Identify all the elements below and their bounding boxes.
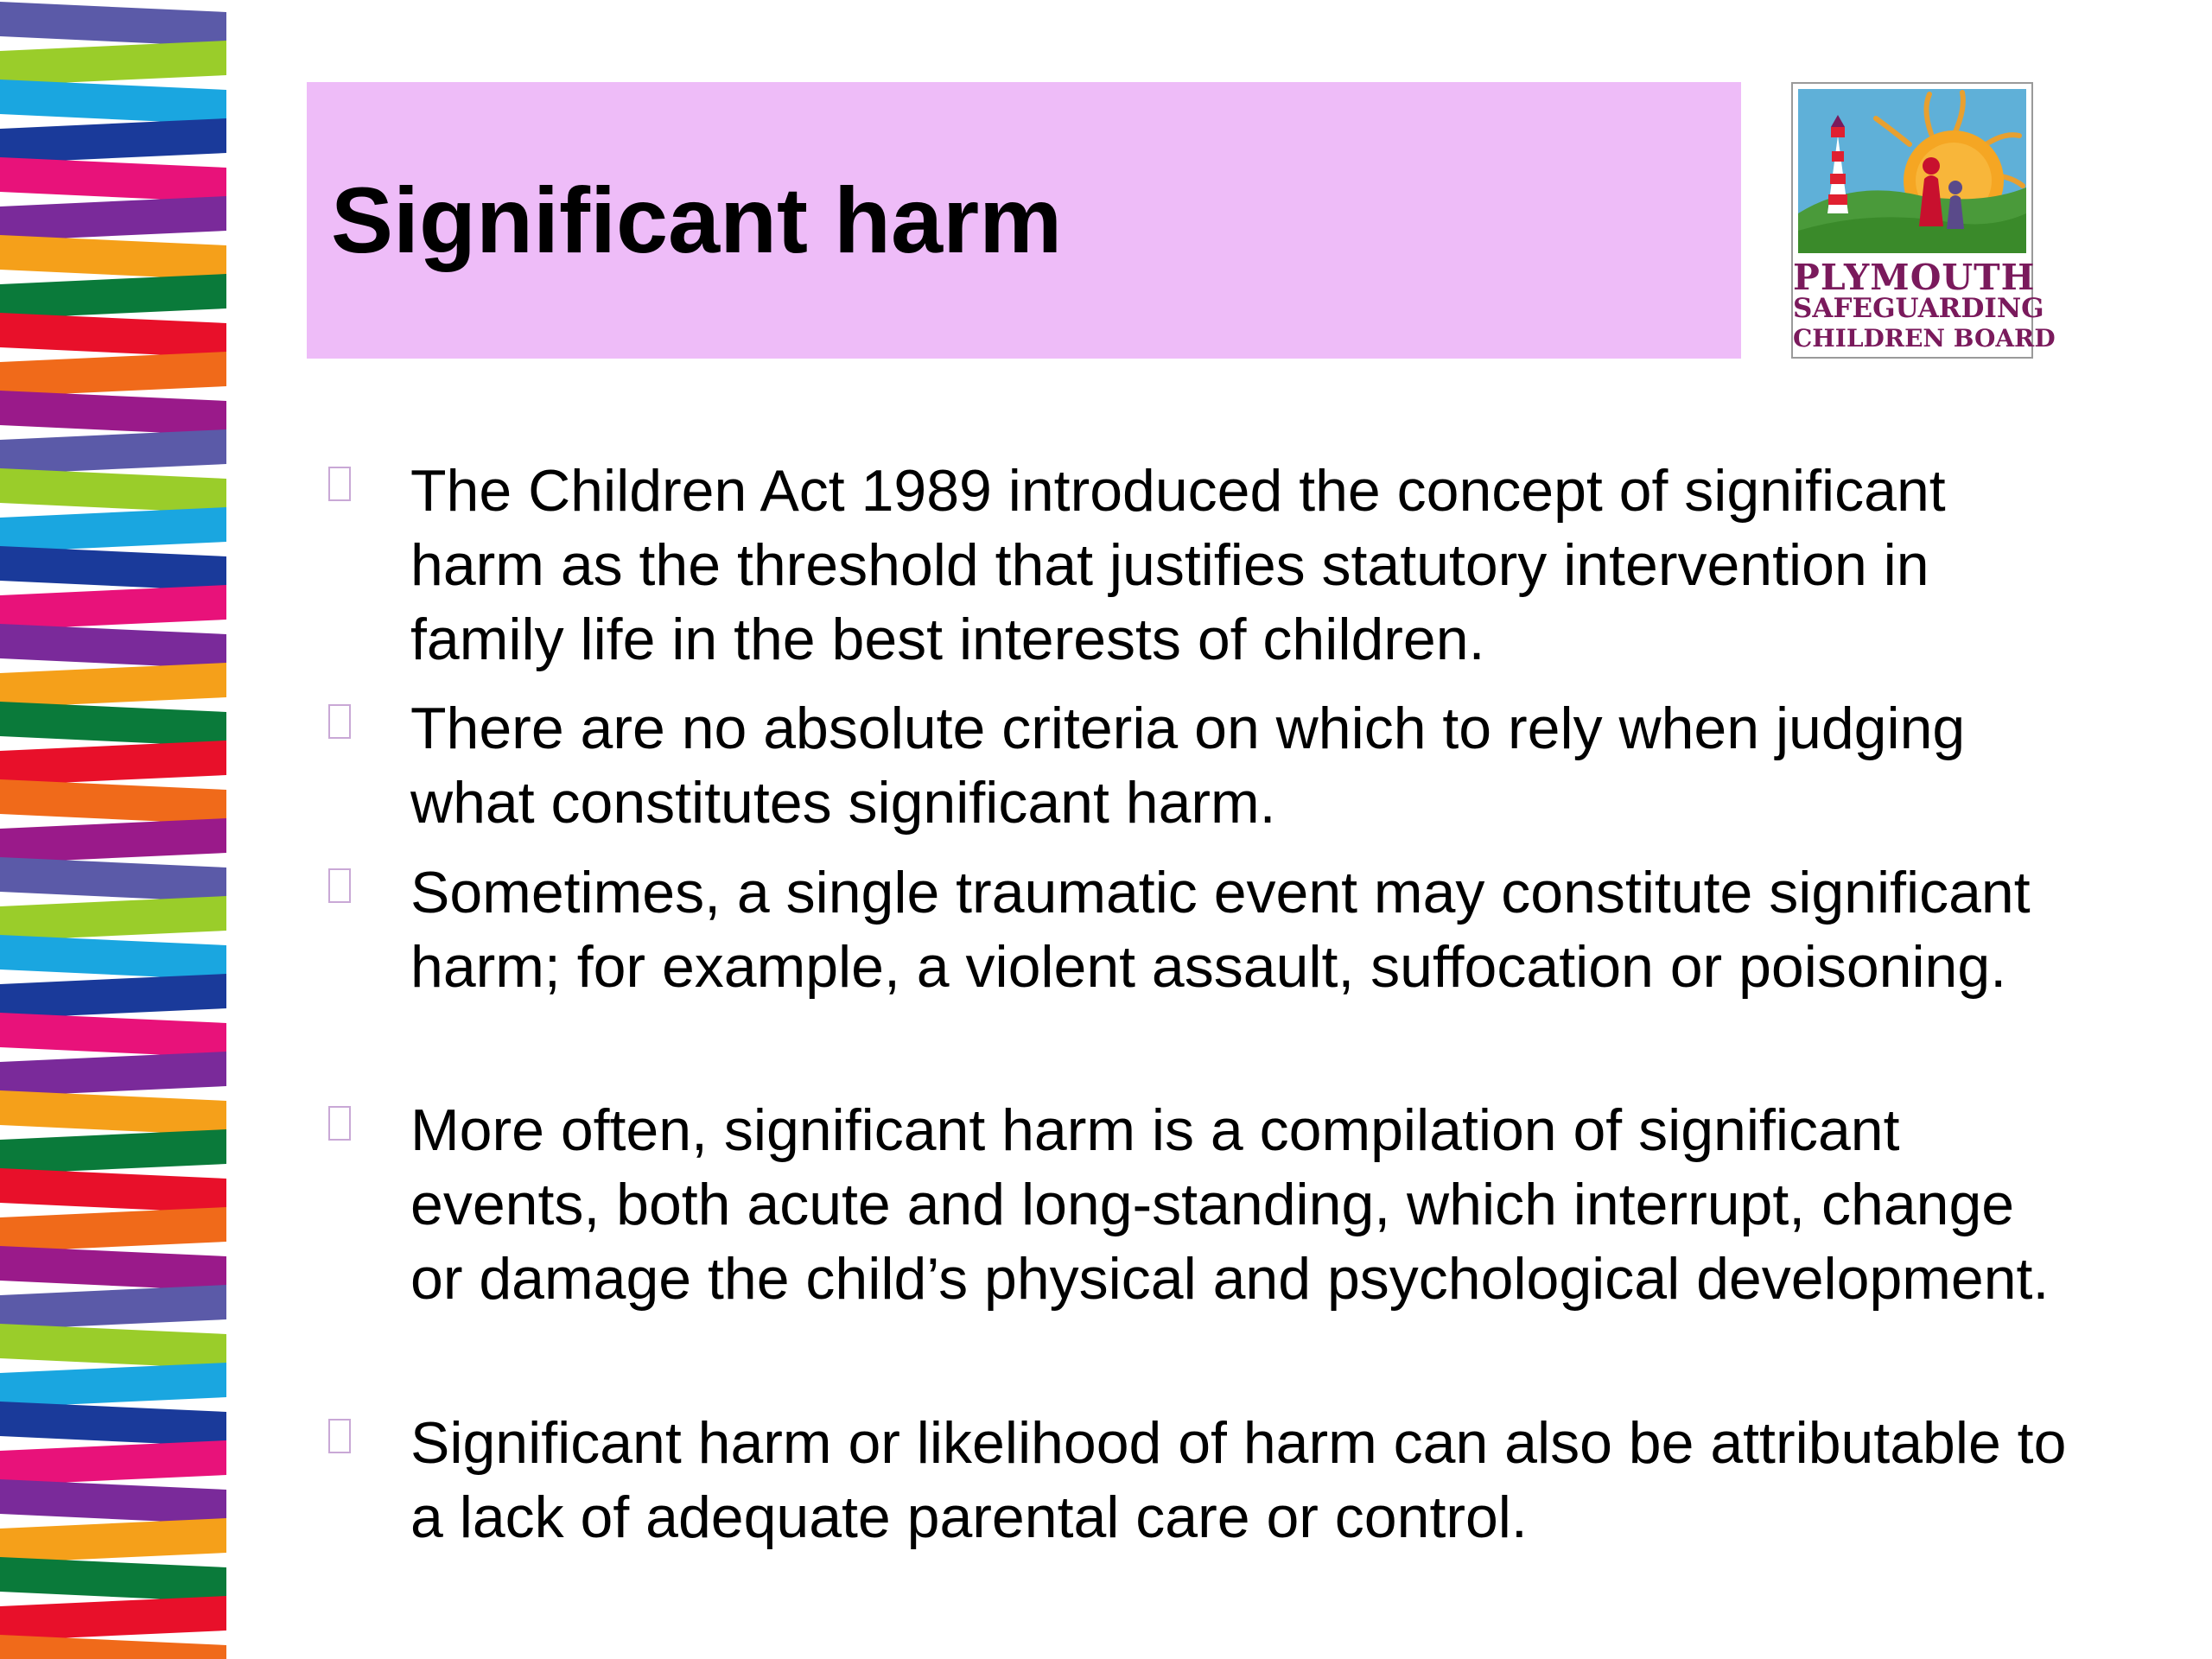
bullet-marker-icon xyxy=(328,1419,351,1453)
logo-line-plymouth: PLYMOUTH xyxy=(1793,257,2036,298)
bullet-text: More often, significant harm is a compilation of significant events, both acute and long-standing, which interrupt, change or damage the child’s physical and psychological development. xyxy=(410,1097,2050,1312)
logo-line-children-board: CHILDREN BOARD xyxy=(1793,324,2056,353)
bullet-text: Sometimes, a single traumatic event may constitute significant harm; for example, a violent assault, suffocation or poisoning. xyxy=(410,860,2031,1000)
bullet-text: Significant harm or likelihood of harm can also be attributable to a lack of adequate parental care or control. xyxy=(410,1410,2067,1550)
logo-line-safeguarding: SAFEGUARDING xyxy=(1793,293,2044,324)
bullet-text: The Children Act 1989 introduced the concept of significant harm as the threshold that justifies statutory intervention in family life in the best interests of children. xyxy=(410,458,1946,672)
bullet-text: There are no absolute criteria on which to rely when judging what constitutes significant harm. xyxy=(410,696,1966,836)
bullet-marker-icon xyxy=(328,868,351,903)
bullet-marker-icon xyxy=(328,1106,351,1141)
bullet-marker-icon xyxy=(328,704,351,739)
slide-title: Significant harm xyxy=(331,168,1063,272)
bullet-marker-icon xyxy=(328,467,351,501)
